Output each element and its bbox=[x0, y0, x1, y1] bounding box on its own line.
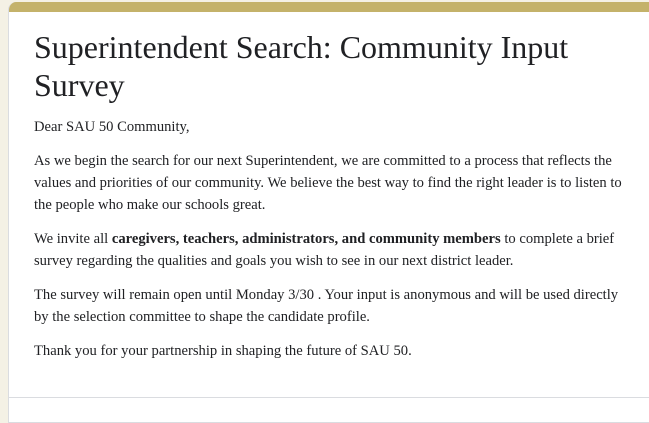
invite-text-end: to complete a brief survey regarding the qualities and goals you wish to see in our next district leader. bbox=[34, 231, 615, 269]
paragraph-intro: As we begin the search for our next Superintendent, we are committed to a process that reflects the values and priorities of our community. We believe the best way to find the right leader is to listen to the people who make our schools great. bbox=[34, 153, 622, 213]
divider bbox=[9, 397, 649, 398]
form-description bbox=[34, 116, 634, 362]
paragraph-deadline: The survey will remain open until Monday 3/30 . Your input is anonymous and will be used directly by the selection committee to shape the candidate profile. bbox=[34, 287, 619, 325]
form-header-card bbox=[8, 2, 649, 423]
form-title: Superintendent Search: Community Input Survey bbox=[34, 29, 569, 103]
paragraph-invite bbox=[34, 228, 634, 272]
invite-text: We invite all bbox=[34, 231, 112, 247]
invite-audience: caregivers, teachers, administrators, and community members bbox=[111, 231, 501, 247]
closing: Thank you for your partnership in shaping the future of SAU 50. bbox=[34, 343, 412, 359]
greeting: Dear SAU 50 Community, bbox=[34, 119, 190, 135]
accent-bar bbox=[9, 2, 649, 12]
